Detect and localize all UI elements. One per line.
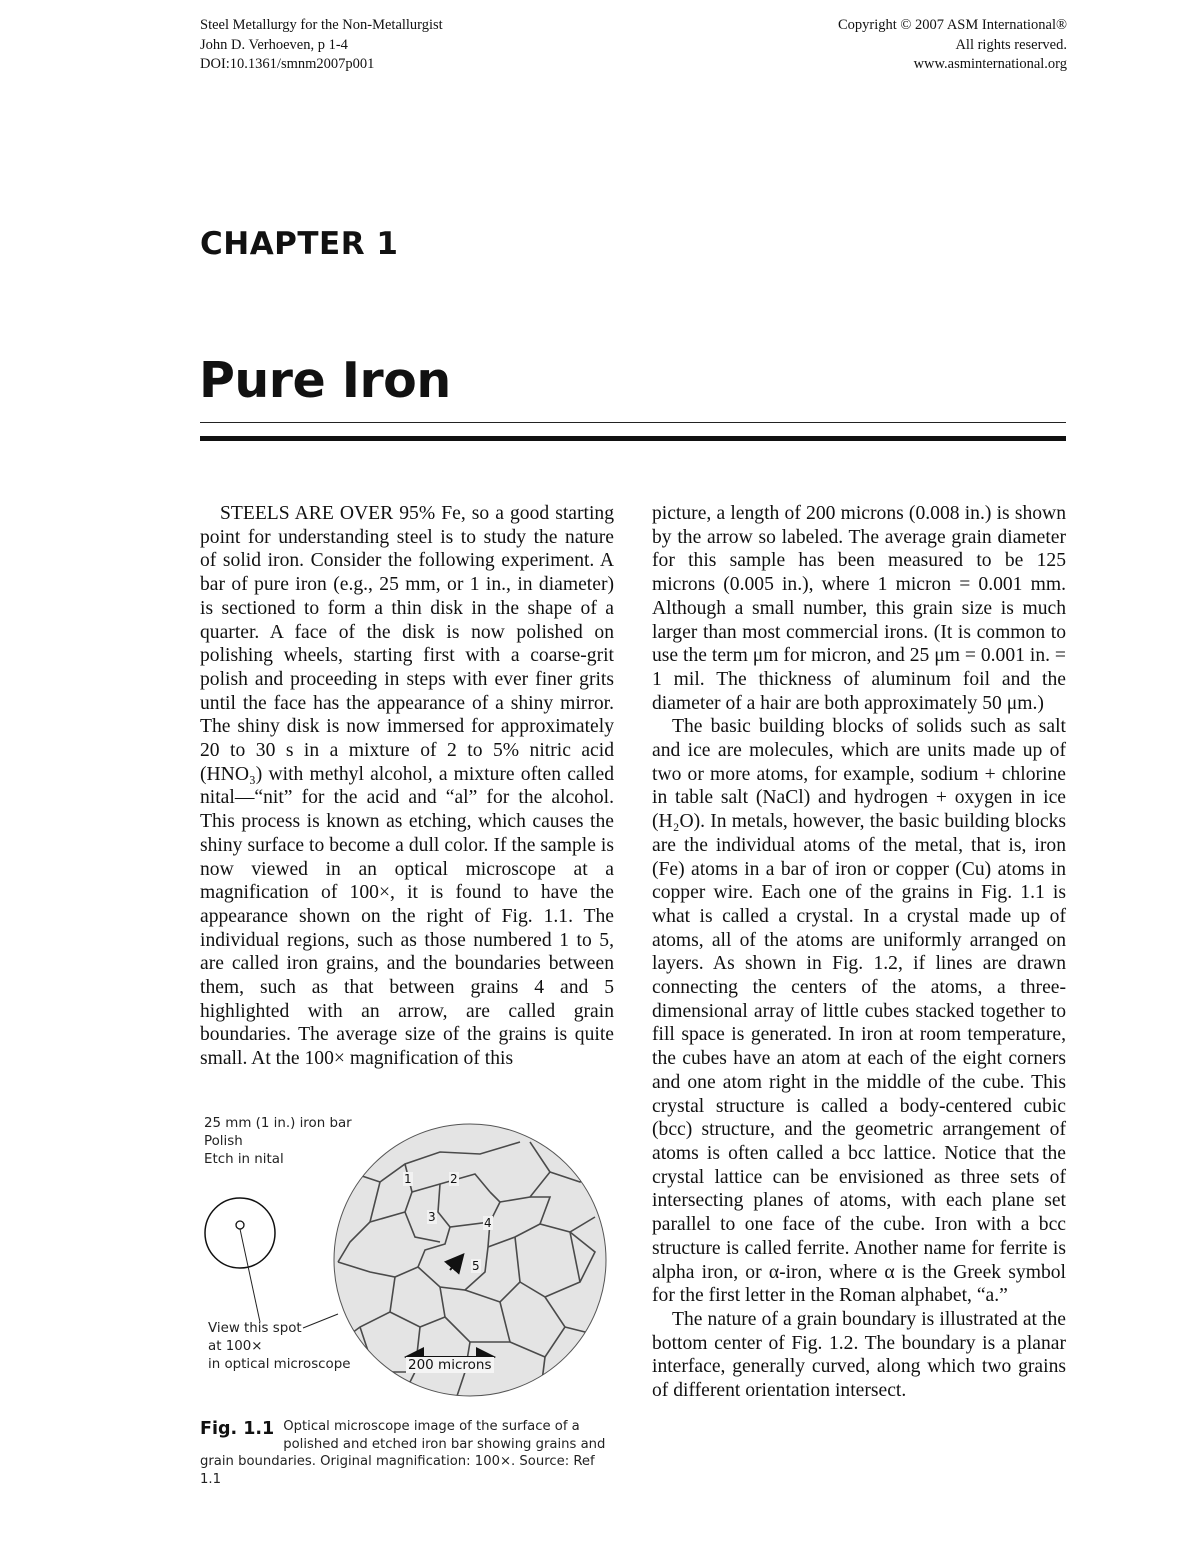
- figure-1-1: [200, 1112, 614, 1412]
- running-header-right: [838, 16, 1067, 75]
- paragraph: The basic building blocks of solids such as salt and ice are molecules, which are units made up of two or more atoms, for example, sodium + chlorine in table salt (NaCl) and hydrogen + oxygen in ice (H₂O). In metals, however, the basic building blocks are the individual atoms of the metal, that is, iron (Fe) atoms in a bar of iron or copper (Cu) atoms in copper wire. Each one of the grains in Fig. 1.1 is what is called a crystal. In a crystal made up of atoms, all of the atoms are uniformly arranged on layers. As shown in Fig. 1.2, if lines are drawn connecting the centers of the atoms, a three-dimensional array of little cubes stacked together to fill space is generated. In iron at room temperature, the cubes have an atom at each of the eight corners and one atom right in the middle of the cube. This crystal structure is called a body-centered cubic (bcc) structure, and the geometric arrangement of atoms is often called a bcc lattice. Notice that the crystal lattice can be envisioned as three sets of intersecting planes of atoms, with each plane set parallel to one face of the cube. Iron with a bcc structure is called ferrite. Another name for ferrite is alpha iron, or α-iron, where α is the Greek symbol for the first letter in the Roman alphabet, “a.”: [652, 716, 1066, 1307]
- grain-number: 5: [472, 1259, 480, 1273]
- caption-text: Optical microscope image of the surface of a polished and etched iron bar showing grains and grain boundaries. Original magnification: 100×. Source: Ref 1.1: [200, 1419, 606, 1487]
- grain-number: 1: [404, 1172, 412, 1186]
- step-etch: Etch in nital: [204, 1152, 284, 1167]
- leader-line: [303, 1314, 338, 1328]
- view-note-line-1: View this spot: [208, 1321, 302, 1336]
- scale-bar-label: 200 microns: [408, 1357, 492, 1373]
- figure-caption: [200, 1418, 614, 1488]
- doi: DOI:10.1361/smnm2007p001: [200, 56, 375, 72]
- title-rule-thick: [200, 436, 1066, 441]
- leader-line: [240, 1229, 260, 1322]
- paragraph: The nature of a grain boundary is illustrated at the bottom center of Fig. 1.2. The boundary is a planar interface, generally curved, along which two grains of different orientation intersect.: [652, 1308, 1066, 1402]
- rights-reserved: All rights reserved.: [955, 36, 1067, 53]
- grain-number: 2: [450, 1172, 458, 1186]
- book-title: Steel Metallurgy for the Non-Metallurgist: [200, 17, 443, 33]
- paragraph: STEELS ARE OVER 95% Fe, so a good starting point for understanding steel is to study the nature of solid iron. Consider the following experiment. A bar of pure iron (e.g., 25 mm, or 1 in., in diameter) is sectioned to form a thin disk in the shape of a quarter. A face of the disk is now polished on polishing wheels, starting first with a coarse-grit polish and proceeding in steps with ever finer grits until the face has the appearance of a shiny mirror. The shiny disk is now immersed for approximately 20 to 30 s in a mixture of 2 to 5% nitric acid (HNO₃) with methyl alcohol, a mixture often called nital—“nit” for the acid and “al” for the alcohol. This process is known as etching, which causes the shiny surface to become a dull color. If the sample is now viewed in an optical microscope at a magnification of 100×, it is found to have the appearance shown on the right of Fig. 1.1. The individual regions, such as those numbered 1 to 5, are called iron grains, and the boundaries between them, such as that between grains 4 and 5 highlighted with an arrow, are called grain boundaries. The average size of the grains is quite small. At the 100× magnification of this: [200, 503, 614, 1070]
- grain-number: 4: [484, 1216, 492, 1230]
- body-column-left: [200, 502, 614, 1071]
- iron-disk: [205, 1198, 275, 1268]
- grain-number: 3: [428, 1210, 436, 1224]
- paragraph: picture, a length of 200 microns (0.008 in.) is shown by the arrow so labeled. The average grain diameter for this sample has been measured to be 125 microns (0.005 in.), where 1 micron = 0.001 mm. Although a small number, this grain size is much larger than most commercial irons. (It is common to use the term μm for micron, and 25 μm = 0.001 in. = 1 mil. The thickness of aluminum foil and the diameter of a hair are both approximately 50 μm.): [652, 503, 1066, 714]
- chapter-label: CHAPTER 1: [200, 226, 399, 262]
- micrograph-disk: [334, 1124, 606, 1396]
- step-polish: Polish: [204, 1134, 243, 1149]
- view-note-line-3: in optical microscope: [208, 1357, 351, 1372]
- copyright: Copyright © 2007 ASM International®: [837, 17, 1067, 33]
- body-column-right: [652, 502, 1066, 1403]
- view-spot-marker: [236, 1221, 244, 1229]
- author-pages: John D. Verhoeven, p 1-4: [200, 36, 348, 53]
- figure-label: Fig. 1.1: [200, 1419, 275, 1439]
- step-bar: 25 mm (1 in.) iron bar: [204, 1116, 352, 1131]
- running-header-left: [200, 16, 443, 75]
- publisher-url: www.asminternational.org: [913, 56, 1067, 72]
- view-note-line-2: at 100×: [208, 1339, 263, 1354]
- chapter-title: Pure Iron: [199, 352, 451, 409]
- title-rule-thin: [200, 422, 1066, 423]
